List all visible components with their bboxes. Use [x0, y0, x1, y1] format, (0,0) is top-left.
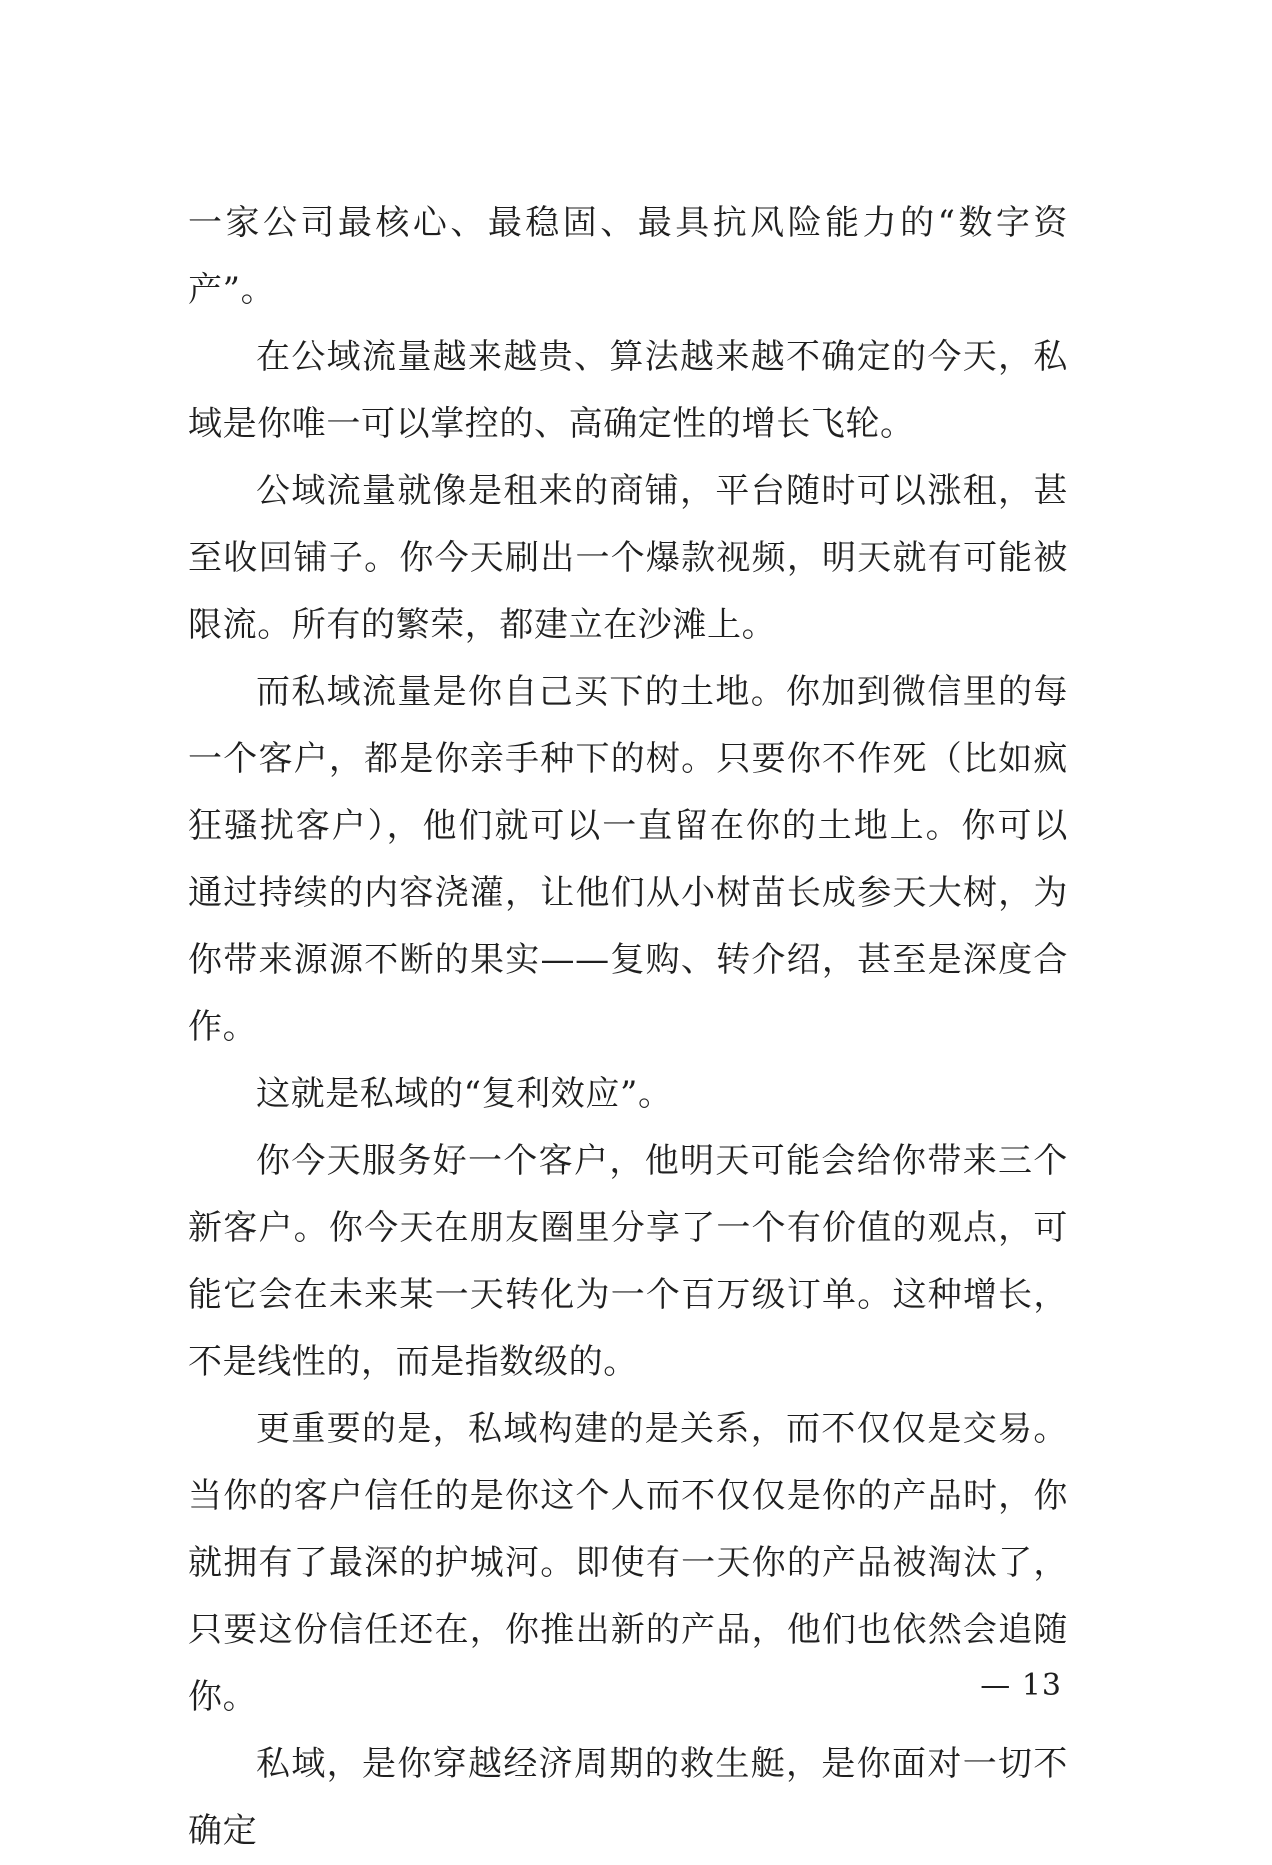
paragraph-3: 公域流量就像是租来的商铺，平台随时可以涨租，甚至收回铺子。你今天刷出一个爆款视频，明天就有可能被限流。所有的繁荣，都建立在沙滩上。	[188, 471, 1068, 645]
paragraph-5: 这就是私域的“复利效应”。	[256, 1074, 673, 1114]
paragraph-4: 而私域流量是你自己买下的土地。你加到微信里的每一个客户，都是你亲手种下的树。只要你不作死（比如疯狂骚扰客户），他们就可以一直留在你的土地上。你可以通过持续的内容浇灌，让他们从小树苗长成参天大树，为你带来源源不断的果实——复购、转介绍，甚至是深度合作。	[188, 672, 1068, 1047]
page-number: — 13	[980, 1668, 1062, 1703]
paragraph-8: 私域，是你穿越经济周期的救生艇，是你面对一切不确定	[188, 1744, 1068, 1851]
paragraph-7: 更重要的是，私域构建的是关系，而不仅仅是交易。当你的客户信任的是你这个人而不仅仅是你的产品时，你就拥有了最深的护城河。即使有一天你的产品被淘汰了，只要这份信任还在，你推出新的产品，他们也依然会追随你。	[188, 1409, 1068, 1717]
paragraph-2: 在公域流量越来越贵、算法越来越不确定的今天，私域是你唯一可以掌控的、高确定性的增长飞轮。	[188, 337, 1068, 444]
paragraph-6: 你今天服务好一个客户，他明天可能会给你带来三个新客户。你今天在朋友圈里分享了一个有价值的观点，可能它会在未来某一天转化为一个百万级订单。这种增长，不是线性的，而是指数级的。	[188, 1141, 1068, 1382]
paragraph-1: 一家公司最核心、最稳固、最具抗风险能力的“数字资产”。	[188, 203, 1068, 310]
body-text	[188, 190, 1068, 1865]
